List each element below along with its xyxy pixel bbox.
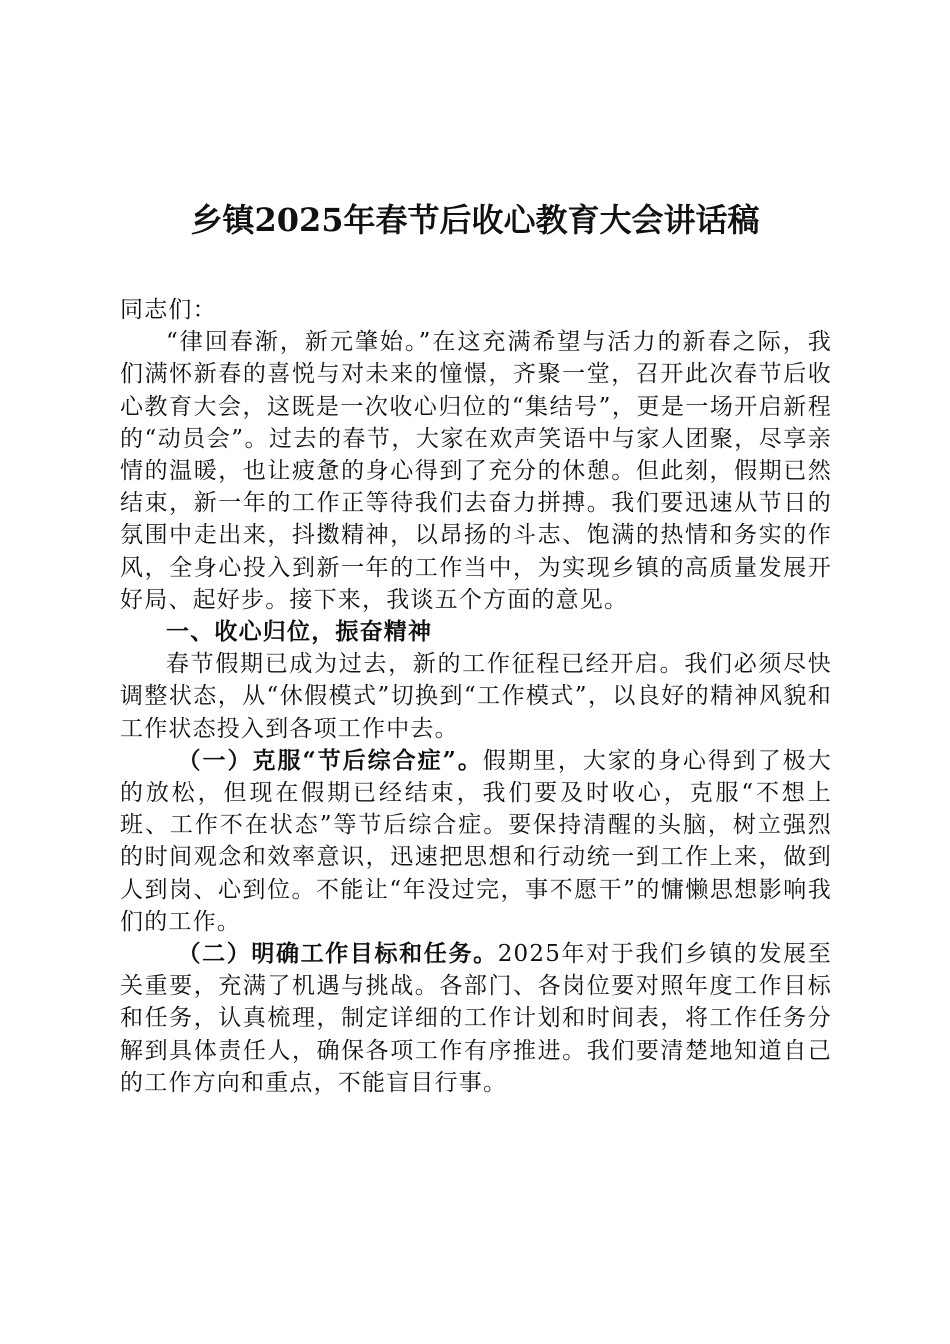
document-title: 乡镇2025年春节后收心教育大会讲话稿 — [190, 201, 760, 239]
subsection-text-1: 假期里，大家的身心得到了极大的放松，但现在假期已经结束，我们要及时收心，克服“不想上班、工作不在状态”等节后综合症。要保持清醒的头脑，树立强烈的时间观念和效率意识，迅速把思想和行动统一到工作上来，做到人到岗、心到位。不能让“年没过完，事不愿干”的慵懒思想影响我们的工作。 — [120, 747, 832, 935]
document-body — [120, 294, 832, 1099]
section-heading: 一、收心归位，振奋精神 — [166, 619, 433, 646]
section-paragraph: 春节假期已成为过去，新的工作征程已经开启。我们必须尽快调整状态，从“休假模式”切换到“工作模式”，以良好的精神风貌和工作状态投入到各项工作中去。 — [120, 651, 832, 742]
subsection-lead-1: （一）克服“节后综合症”。 — [177, 746, 483, 774]
intro-paragraph: “律回春渐，新元肇始。”在这充满希望与活力的新春之际，我们满怀新春的喜悦与对未来的憧憬，齐聚一堂，召开此次春节后收心教育大会，这既是一次收心归位的“集结号”，更是一场开启新程的“动员会”。过去的春节，大家在欢声笑语中与家人团聚，尽享亲情的温暖，也让疲惫的身心得到了充分的休憩。但此刻，假期已然结束，新一年的工作正等待我们去奋力拼搏。我们要迅速从节日的氛围中走出来，抖擞精神，以昂扬的斗志、饱满的热情和务实的作风，全身心投入到新一年的工作当中，为实现乡镇的高质量发展开好局、起好步。接下来，我谈五个方面的意见。 — [120, 329, 832, 613]
subsection-paragraph-2 — [120, 938, 832, 1099]
subsection-text-2: 2025年对于我们乡镇的发展至关重要，充满了机遇与挑战。各部门、各岗位要对照年度工作目标和任务，认真梳理，制定详细的工作计划和时间表，将工作任务分解到具体责任人，确保各项工作有序推进。我们要清楚地知道自己的工作方向和重点，不能盲目行事。 — [120, 941, 832, 1096]
subsection-lead-2: （二）明确工作目标和任务。 — [177, 940, 498, 968]
subsection-paragraph-1 — [120, 745, 832, 938]
salutation: 同志们： — [120, 297, 217, 323]
